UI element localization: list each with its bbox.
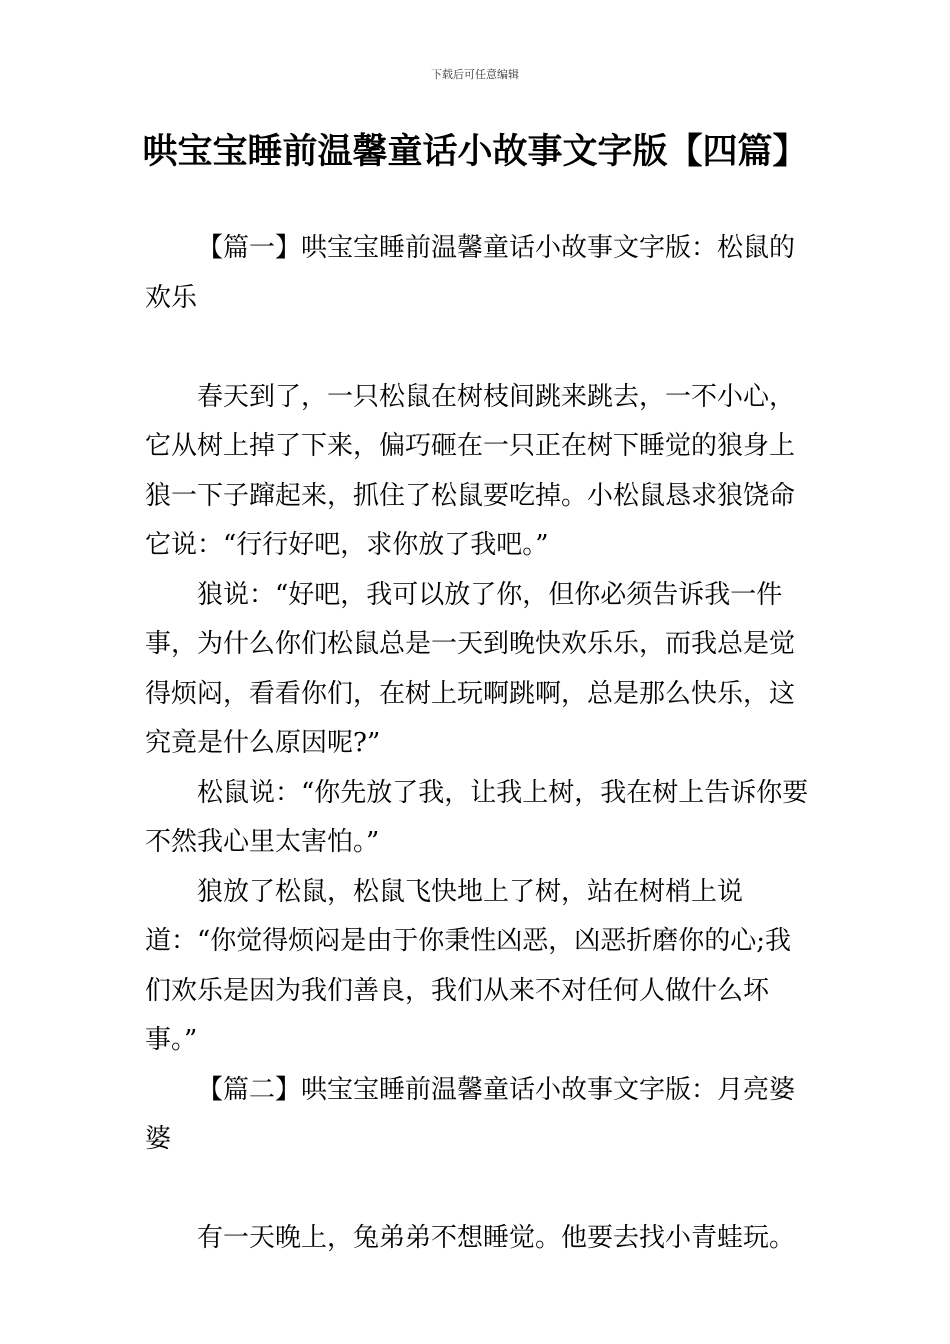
document-body	[145, 224, 810, 1264]
paragraph: 春天到了，一只松鼠在树枝间跳来跳去，一不小心，它从树上掉了下来，偏巧砸在一只正在树下睡觉的狼身上狼一下子蹿起来，抓住了松鼠要吃掉。小松鼠恳求狼饶命它说：“行行好吧，求你放了我吧。”	[145, 381, 796, 560]
paragraph: 狼说：“好吧，我可以放了你，但你必须告诉我一件事，为什么你们松鼠总是一天到晚快欢乐乐，而我总是觉得烦闷，看看你们，在树上玩啊跳啊，总是那么快乐，这究竟是什么原因呢?”	[145, 579, 796, 758]
section-heading-2: 【篇二】哄宝宝睡前温馨童话小故事文字版：月亮婆婆	[145, 1074, 796, 1154]
blank-line	[145, 323, 810, 373]
document-title: 哄宝宝睡前温馨童话小故事文字版【四篇】	[142, 132, 808, 172]
paragraph: 狼放了松鼠，松鼠飞快地上了树，站在树梢上说道：“你觉得烦闷是由于你秉性凶恶，凶恶折磨你的心;我们欢乐是因为我们善良，我们从来不对任何人做什么坏事。”	[145, 876, 792, 1055]
section-heading-1: 【篇一】哄宝宝睡前温馨童话小故事文字版：松鼠的欢乐	[145, 233, 796, 313]
blank-line	[145, 1165, 810, 1215]
paragraph: 有一天晚上，兔弟弟不想睡觉。他要去找小青蛙玩。	[197, 1223, 796, 1253]
header-note: 下载后可任意编辑	[431, 68, 519, 81]
paragraph: 松鼠说：“你先放了我，让我上树，我在树上告诉你要不然我心里太害怕。”	[145, 777, 809, 857]
